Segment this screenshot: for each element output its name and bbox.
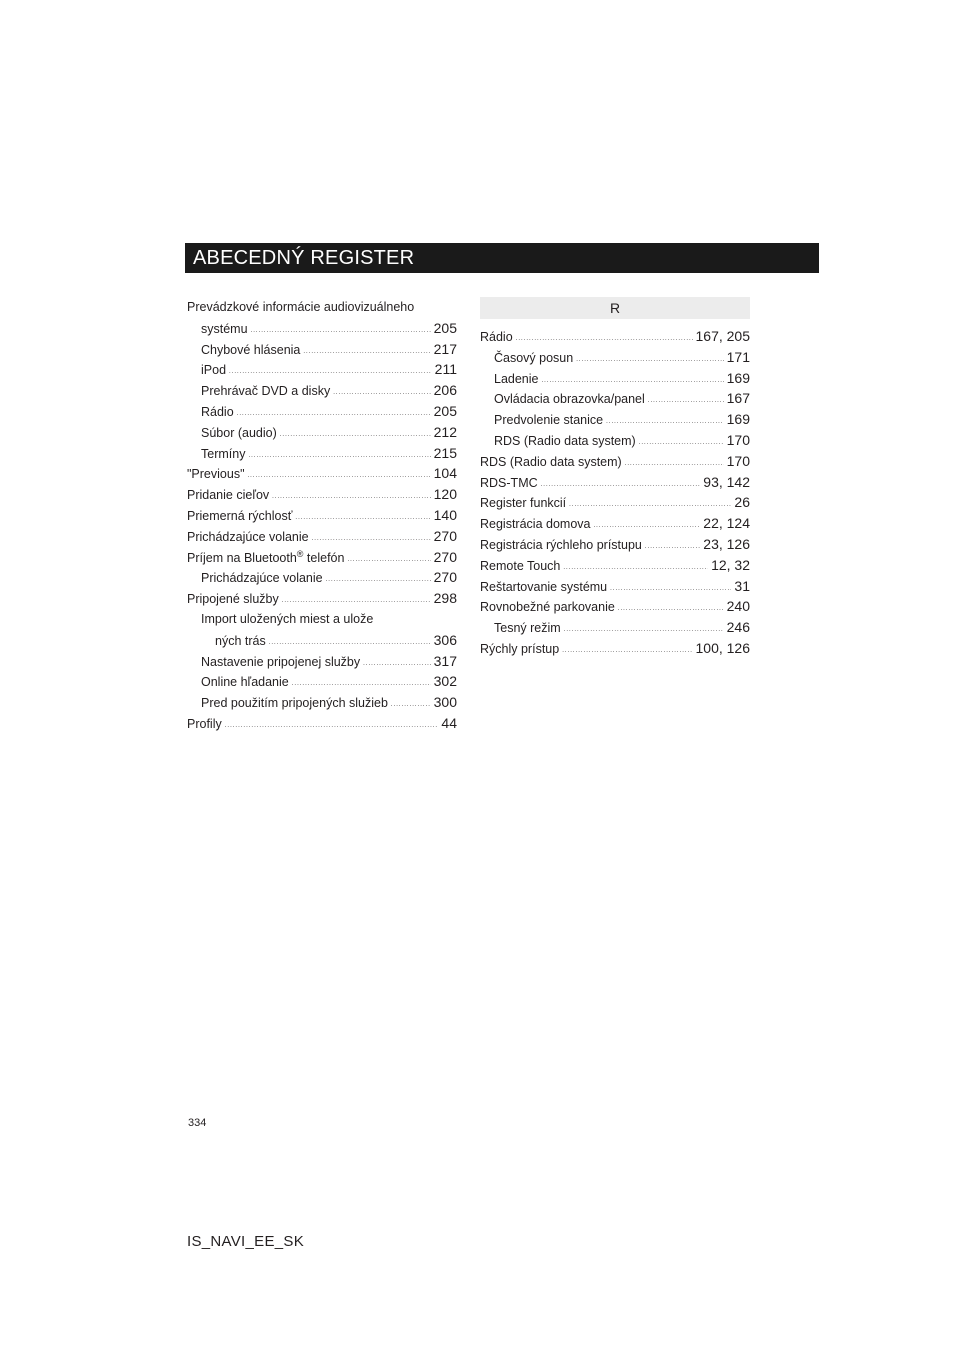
dot-leader	[282, 591, 431, 612]
index-term: Registrácia domova	[480, 517, 591, 532]
index-term: Pridanie cieľov	[187, 488, 270, 503]
index-entry	[480, 326, 750, 347]
index-entry	[187, 547, 457, 568]
index-entry	[480, 368, 750, 389]
dot-leader	[562, 641, 692, 662]
dot-leader	[272, 487, 430, 508]
index-term: Rýchly prístup	[480, 641, 560, 656]
section-header	[185, 243, 819, 273]
index-column-right	[480, 297, 750, 659]
index-term: "Previous"	[187, 467, 245, 482]
index-term: RDS (Radio data system)	[494, 433, 636, 448]
index-page-ref: 170	[726, 452, 750, 469]
index-page-ref: 170	[726, 431, 750, 448]
index-page-ref: 93, 142	[703, 473, 750, 490]
dot-leader	[569, 495, 731, 516]
dot-leader	[564, 620, 724, 641]
dot-leader	[269, 633, 431, 654]
index-term: Časový posun	[494, 350, 574, 365]
dot-leader	[229, 362, 432, 383]
index-entry	[187, 339, 457, 360]
dot-leader	[593, 516, 700, 537]
index-page-ref: 44	[441, 714, 457, 731]
dot-leader	[225, 716, 439, 737]
index-page-ref: 270	[433, 548, 457, 565]
dot-leader	[347, 550, 430, 571]
index-entry	[187, 484, 457, 505]
index-term: iPod	[201, 363, 227, 378]
index-page-ref: 270	[433, 527, 457, 544]
index-term: Prehrávač DVD a disky	[201, 384, 331, 399]
dot-leader	[248, 466, 431, 487]
index-term: Pripojené služby	[187, 592, 279, 607]
dot-leader	[295, 508, 430, 529]
index-term: Tesný režim	[494, 621, 561, 636]
dot-leader	[542, 371, 724, 392]
index-entry	[187, 713, 457, 734]
dot-leader	[237, 404, 431, 425]
index-entry	[187, 505, 457, 526]
dot-leader	[251, 321, 431, 342]
document-code: IS_NAVI_EE_SK	[187, 1233, 305, 1250]
index-term: Príjem na Bluetooth® telefón	[187, 548, 345, 565]
index-page-ref: 22, 124	[703, 515, 750, 532]
index-page-ref: 171	[726, 348, 750, 365]
index-term: Súbor (audio)	[201, 425, 277, 440]
index-entry	[187, 588, 457, 609]
index-term: Termíny	[201, 446, 246, 461]
index-page-ref: 217	[433, 340, 457, 357]
index-entry	[480, 451, 750, 472]
dot-leader	[326, 570, 431, 591]
dot-leader	[648, 391, 724, 412]
index-page-ref: 300	[433, 694, 457, 711]
dot-leader	[625, 454, 724, 475]
index-entry	[480, 472, 750, 493]
index-entry	[187, 422, 457, 443]
index-entries-r	[480, 326, 750, 659]
index-page-ref: 205	[433, 319, 457, 336]
index-term: Chybové hlásenia	[201, 342, 301, 357]
index-entry	[480, 492, 750, 513]
index-term: Rádio	[480, 330, 513, 344]
index-page-ref: 298	[433, 590, 457, 607]
index-entry	[480, 388, 750, 409]
index-entry	[187, 359, 457, 380]
dot-leader	[280, 425, 431, 446]
index-term: Registrácia rýchleho prístupu	[480, 537, 642, 552]
index-entry	[187, 567, 457, 588]
index-term: ných trás	[215, 633, 266, 648]
index-page-ref: 12, 32	[711, 556, 750, 573]
index-entry	[187, 671, 457, 692]
index-entry	[187, 318, 457, 339]
index-term: Pred použitím pripojených služieb	[201, 696, 388, 711]
index-term: RDS (Radio data system)	[480, 454, 622, 469]
dot-leader	[391, 695, 431, 716]
dot-leader	[606, 412, 724, 433]
index-page-ref: 31	[734, 577, 750, 594]
index-entry	[480, 638, 750, 659]
index-entry	[480, 596, 750, 617]
index-entry	[480, 430, 750, 451]
index-page-ref: 317	[433, 652, 457, 669]
section-title: ABECEDNÝ REGISTER	[193, 247, 415, 269]
dot-leader	[563, 558, 708, 579]
index-entry	[187, 463, 457, 484]
section-letter-heading: R	[480, 297, 750, 319]
dot-leader	[363, 654, 431, 675]
dot-leader	[610, 579, 731, 600]
index-term: Online hľadanie	[201, 675, 289, 690]
index-page-ref: 240	[726, 598, 750, 615]
dot-leader	[292, 674, 431, 695]
dot-leader	[645, 537, 700, 558]
index-entry	[187, 692, 457, 713]
index-page-ref: 206	[433, 382, 457, 399]
index-page-ref: 205	[433, 402, 457, 419]
index-term: Predvolenie stanice	[494, 413, 604, 428]
index-page-ref: 211	[434, 361, 457, 378]
index-entry-wrap-line: Prevádzkové informácie audiovizuálneho	[187, 300, 415, 314]
index-term: Nastavenie pripojenej služby	[201, 654, 361, 669]
index-entry	[480, 513, 750, 534]
index-term: Reštartovanie systému	[480, 579, 608, 594]
index-entry	[187, 401, 457, 422]
index-term: Remote Touch	[480, 558, 561, 573]
index-entry	[187, 651, 457, 672]
index-entry-wrap-line: Import uložených miest a ulože	[201, 611, 374, 626]
index-term: Prichádzajúce volanie	[187, 529, 309, 544]
index-term: Rádio	[201, 404, 234, 419]
dot-leader	[303, 342, 430, 363]
dot-leader	[312, 529, 431, 550]
index-entry	[187, 380, 457, 401]
page-number: 334	[188, 1117, 207, 1129]
index-entry	[187, 526, 457, 547]
dot-leader	[639, 433, 724, 454]
index-term: Register funkcií	[480, 496, 567, 511]
dot-leader	[618, 599, 724, 620]
index-page-ref: 212	[433, 423, 457, 440]
index-term: RDS-TMC	[480, 475, 538, 490]
index-page-ref: 167	[726, 390, 750, 407]
index-page-ref: 302	[433, 673, 457, 690]
index-entry	[480, 534, 750, 555]
index-term: systému	[201, 321, 248, 336]
index-page-ref: 215	[433, 444, 457, 461]
index-page-ref: 120	[433, 486, 457, 503]
index-entry	[480, 409, 750, 430]
index-term: Ovládacia obrazovka/panel	[494, 392, 645, 407]
index-page-ref: 140	[433, 506, 457, 523]
index-page-ref: 100, 126	[695, 639, 750, 656]
index-entry	[480, 347, 750, 368]
index-entry	[480, 555, 750, 576]
index-page-ref: 167, 205	[695, 328, 750, 344]
dot-leader	[516, 329, 693, 350]
index-term: Ladenie	[494, 371, 539, 386]
index-term: Priemerná rýchlosť	[187, 508, 293, 523]
index-page-ref: 23, 126	[703, 535, 750, 552]
index-page-ref: 104	[433, 465, 457, 482]
index-page-ref: 169	[726, 411, 750, 428]
index-term: Profily	[187, 716, 222, 731]
dot-leader	[576, 350, 723, 371]
dot-leader	[248, 446, 430, 467]
index-page-ref: 306	[433, 631, 457, 648]
index-entry	[480, 617, 750, 638]
dot-leader	[541, 475, 701, 496]
index-term: Rovnobežné parkovanie	[480, 600, 615, 615]
index-entry	[480, 576, 750, 597]
index-term: Prichádzajúce volanie	[201, 571, 323, 586]
index-page-ref: 246	[726, 619, 750, 636]
index-entry	[187, 630, 457, 651]
dot-leader	[333, 383, 430, 404]
index-page-ref: 26	[734, 494, 750, 511]
index-column-left	[187, 297, 457, 734]
index-page-ref: 270	[433, 569, 457, 586]
index-entry	[187, 443, 457, 464]
index-page-ref: 169	[726, 369, 750, 386]
